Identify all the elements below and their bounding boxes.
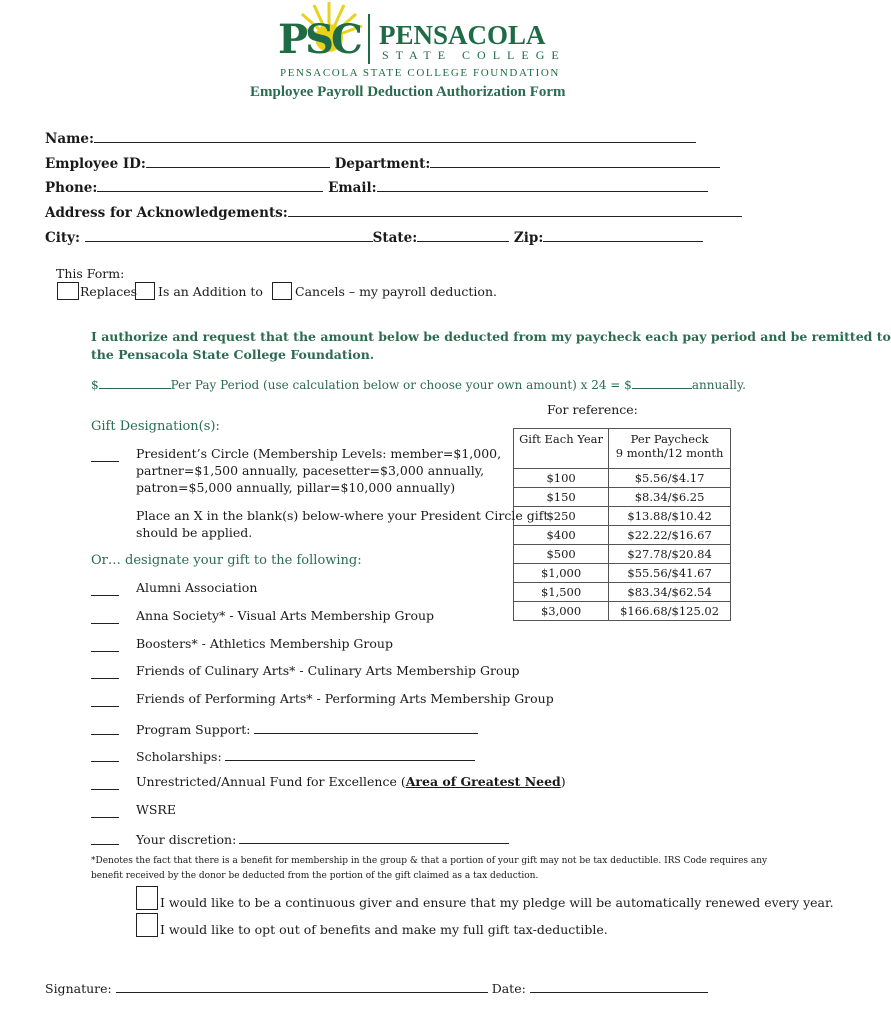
page-title: Employee Payroll Deduction Authorization Form xyxy=(250,84,566,100)
gift-cell: $150 xyxy=(514,488,609,507)
gift-cell: $100 xyxy=(514,469,609,488)
designation-item xyxy=(136,608,434,623)
name-label: Name: xyxy=(45,131,94,147)
zip-label: Zip: xyxy=(513,230,544,246)
presidents-line-2: partner=$1,500 annually, pacesetter=$3,000 annually, xyxy=(136,463,485,478)
cancels-label: Cancels – my payroll deduction. xyxy=(295,284,497,299)
city-label: City: xyxy=(45,230,80,246)
name-row xyxy=(45,128,696,147)
close-paren: ) xyxy=(560,774,566,789)
col-gift-each-year: Gift Each Year xyxy=(514,429,609,469)
designation-blank[interactable] xyxy=(91,583,119,596)
gift-cell: $400 xyxy=(514,526,609,545)
designation-blank[interactable] xyxy=(91,777,119,790)
designation-blank[interactable] xyxy=(91,639,119,652)
address-field[interactable] xyxy=(288,202,742,217)
gift-cell: $1,500 xyxy=(514,583,609,602)
designation-fill-field[interactable] xyxy=(225,746,475,761)
per-paycheck-cell: $8.34/$6.25 xyxy=(609,488,731,507)
logo-abbr: PSC xyxy=(278,16,360,63)
gift-cell: $1,000 xyxy=(514,564,609,583)
or-heading: Or… designate your gift to the following: xyxy=(91,553,362,568)
department-field[interactable] xyxy=(430,153,720,168)
signature-field[interactable] xyxy=(116,978,488,993)
date-label: Date: xyxy=(491,981,526,996)
replaces-checkbox[interactable] xyxy=(57,282,79,300)
signature-row xyxy=(45,978,708,996)
employee-id-label: Employee ID: xyxy=(45,156,146,172)
name-field[interactable] xyxy=(94,128,696,143)
table-row xyxy=(514,469,731,488)
opt-out-checkbox[interactable] xyxy=(136,913,158,937)
designation-label: Alumni Association xyxy=(136,580,258,595)
reference-table xyxy=(513,428,731,621)
presidents-line-3: patron=$5,000 annually, pillar=$10,000 annually) xyxy=(136,480,456,495)
continuous-checkbox[interactable] xyxy=(136,886,158,910)
designation-label: Program Support: xyxy=(136,722,251,737)
place-x-line-2: should be applied. xyxy=(136,525,253,540)
gift-cell: $250 xyxy=(514,507,609,526)
designation-blank[interactable] xyxy=(91,749,119,762)
authorize-line-1: I authorize and request that the amount below be deducted from my paycheck each pay period and be remitted to xyxy=(91,329,891,344)
table-row xyxy=(514,488,731,507)
designation-label: Friends of Performing Arts* - Performing Arts Membership Group xyxy=(136,691,554,706)
calc-prefix: $ xyxy=(91,378,99,392)
designation-item xyxy=(136,719,478,737)
designation-label: Unrestricted/Annual Fund for Excellence ( xyxy=(136,774,406,789)
address-row xyxy=(45,202,742,221)
logo-foundation: PENSACOLA STATE COLLEGE FOUNDATION xyxy=(280,67,560,79)
annual-amount-field[interactable] xyxy=(632,374,692,389)
city-row xyxy=(45,227,703,246)
designation-heading: Gift Designation(s): xyxy=(91,419,220,434)
gift-cell: $3,000 xyxy=(514,602,609,621)
designation-item xyxy=(136,636,393,651)
state-label: State: xyxy=(372,230,418,246)
employee-row xyxy=(45,153,720,172)
designation-label: WSRE xyxy=(136,802,176,817)
email-label: Email: xyxy=(328,180,377,196)
opt-out-label: I would like to opt out of benefits and make my full gift tax-deductible. xyxy=(160,922,608,937)
designation-item xyxy=(136,691,554,706)
calc-suffix: annually. xyxy=(691,378,746,392)
phone-label: Phone: xyxy=(45,180,98,196)
designation-item xyxy=(136,663,520,678)
continuous-label: I would like to be a continuous giver and ensure that my pledge will be automatically renewed every year. xyxy=(160,895,834,910)
designation-label: Your discretion: xyxy=(136,832,237,847)
table-row xyxy=(514,583,731,602)
table-row xyxy=(514,564,731,583)
designation-blank[interactable] xyxy=(91,722,119,735)
designation-blank[interactable] xyxy=(91,666,119,679)
cancels-checkbox[interactable] xyxy=(272,282,292,300)
place-x-line-1: Place an X in the blank(s) below-where your President Circle gift xyxy=(136,508,549,523)
designation-item xyxy=(136,774,566,789)
footnote-line-2: benefit received by the donor be deducted from the portion of the gift claimed as a tax deduction. xyxy=(91,871,539,881)
logo-sub: STATE COLLEGE xyxy=(382,48,566,62)
per-paycheck-cell: $166.68/$125.02 xyxy=(609,602,731,621)
addition-label: Is an Addition to xyxy=(158,284,263,299)
logo-divider xyxy=(368,14,370,64)
per-paycheck-cell: $83.34/$62.54 xyxy=(609,583,731,602)
designation-label: Friends of Culinary Arts* - Culinary Arts Membership Group xyxy=(136,663,520,678)
per-paycheck-cell: $55.56/$41.67 xyxy=(609,564,731,583)
addition-checkbox[interactable] xyxy=(135,282,155,300)
per-pay-amount-field[interactable] xyxy=(99,374,171,389)
reference-label: For reference: xyxy=(547,402,638,417)
phone-field[interactable] xyxy=(97,177,323,192)
per-paycheck-cell: $5.56/$4.17 xyxy=(609,469,731,488)
city-field[interactable] xyxy=(85,227,373,242)
department-label: Department: xyxy=(334,156,431,172)
presidents-circle-blank[interactable] xyxy=(91,449,119,462)
address-label: Address for Acknowledgements: xyxy=(45,205,288,221)
phone-row xyxy=(45,177,708,196)
designation-blank[interactable] xyxy=(91,805,119,818)
designation-item xyxy=(136,580,257,595)
designation-fill-field[interactable] xyxy=(239,829,509,844)
logo-name: PENSACOLA xyxy=(379,20,546,50)
designation-blank[interactable] xyxy=(91,611,119,624)
state-field[interactable] xyxy=(417,227,509,242)
replaces-label: Replaces xyxy=(80,284,138,299)
email-field[interactable] xyxy=(377,177,708,192)
per-paycheck-cell: $27.78/$20.84 xyxy=(609,545,731,564)
designation-item xyxy=(136,802,176,817)
table-row xyxy=(514,526,731,545)
this-form-label: This Form: xyxy=(56,266,125,281)
designation-fill-field[interactable] xyxy=(254,719,478,734)
zip-field[interactable] xyxy=(543,227,703,242)
authorize-line-2: the Pensacola State College Foundation. xyxy=(91,347,375,362)
signature-label: Signature: xyxy=(45,981,112,996)
table-row xyxy=(514,545,731,564)
presidents-line-1: President’s Circle (Membership Levels: member=$1,000, xyxy=(136,446,502,461)
designation-item xyxy=(136,746,475,764)
greatest-need-text: Area of Greatest Need xyxy=(405,774,561,789)
footnote-line-1: *Denotes the fact that there is a benefit for membership in the group & that a portion of your gift may not be tax deductible. IRS Code requires any xyxy=(91,856,768,866)
per-paycheck-cell: $22.22/$16.67 xyxy=(609,526,731,545)
designation-blank[interactable] xyxy=(91,694,119,707)
employee-id-field[interactable] xyxy=(146,153,330,168)
designation-blank[interactable] xyxy=(91,832,119,845)
designation-item xyxy=(136,829,509,847)
per-paycheck-cell: $13.88/$10.42 xyxy=(609,507,731,526)
logo xyxy=(278,0,566,82)
designation-label: Scholarships: xyxy=(136,749,222,764)
col-per-paycheck: Per Paycheck 9 month/12 month xyxy=(609,429,731,469)
table-row xyxy=(514,602,731,621)
calc-mid: Per Pay Period (use calculation below or choose your own amount) x 24 = $ xyxy=(170,378,632,392)
designation-label: Boosters* - Athletics Membership Group xyxy=(136,636,393,651)
date-field[interactable] xyxy=(530,978,708,993)
gift-cell: $500 xyxy=(514,545,609,564)
designation-label: Anna Society* - Visual Arts Membership Group xyxy=(136,608,435,623)
calc-row xyxy=(91,374,746,392)
